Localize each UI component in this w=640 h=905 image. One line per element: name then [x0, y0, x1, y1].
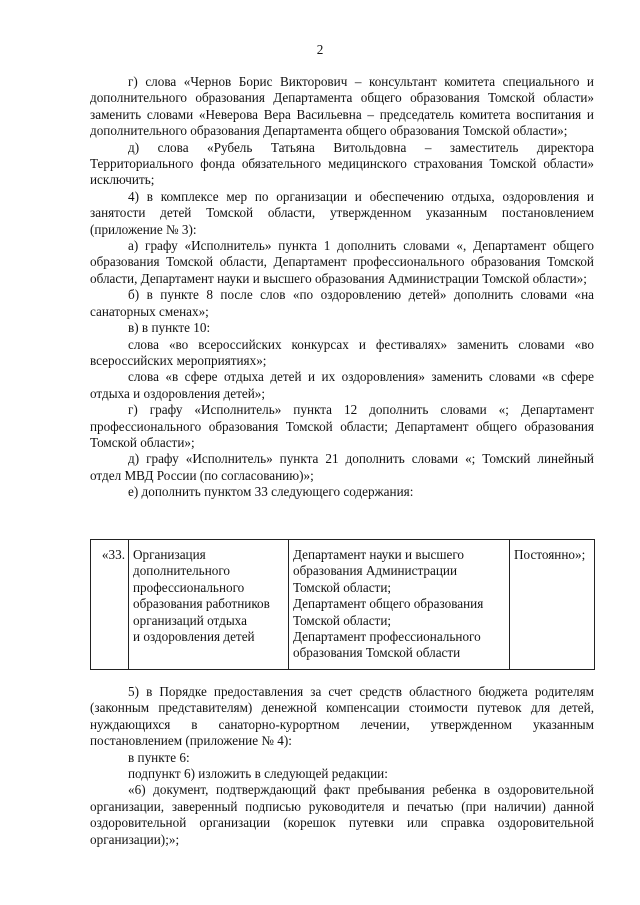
- measure-line: профессионального: [133, 579, 245, 595]
- paragraph: д) графу «Исполнитель» пункта 21 дополнить словами «; Томский линейный отдел МВД России (по согласованию)»;: [90, 451, 594, 483]
- measure-line: Организация: [133, 547, 206, 562]
- measure-line: образования работников: [133, 596, 270, 612]
- paragraph: 5) в Порядке предоставления за счет средств областного бюджета родителям (законным представителям) денежной компенсации стоимости путевок для детей, нуждающихся в санаторно-курортном лечении, утвержденном указанным постановлением (приложение № 4):: [90, 684, 594, 749]
- paragraph: слова «во всероссийских конкурсах и фестивалях» заменить словами «во всероссийских мероприятиях»;: [90, 336, 594, 368]
- paragraph: в пункте 6:: [128, 749, 190, 765]
- paragraph: «6) документ, подтверждающий факт пребывания ребенка в оздоровительной организации, заверенный подписью руководителя и печатью (при наличии) данной оздоровительной организации (корешок путевки или справка оздоровительной организации);»;: [90, 782, 594, 847]
- measure-line: и оздоровления детей: [133, 629, 255, 645]
- paragraph: е) дополнить пунктом 33 следующего содержания:: [128, 484, 414, 500]
- paragraph: б) в пункте 8 после слов «по оздоровлению детей» дополнить словами «на санаторных сменах»;: [90, 287, 594, 319]
- measure-line: дополнительного: [133, 563, 231, 579]
- term-cell: Постоянно»;: [510, 540, 595, 670]
- page-number: 2: [316, 42, 324, 57]
- text-block-bottom: [90, 684, 594, 848]
- paragraph: д) слова «Рубель Татьяна Витольдовна – заместитель директора Территориального фонда обязательного медицинского страхования Томской области» исключить;: [90, 139, 594, 188]
- paragraph: в) в пункте 10:: [128, 320, 211, 336]
- text-block-top: [90, 74, 594, 501]
- executor-line: Департамент профессионального: [293, 629, 481, 645]
- executor-cell: [289, 540, 510, 670]
- executor-line: Томской области;: [293, 612, 392, 628]
- paragraph: г) графу «Исполнитель» пункта 12 дополнить словами «; Департамент профессионального образования Томской области; Департамент общего образования Томской области»;: [90, 402, 594, 450]
- measure-line: организаций отдыха: [133, 612, 247, 628]
- paragraph: 4) в комплексе мер по организации и обеспечению отдыха, оздоровления и занятости детей Томской области, утвержденном указанным постановлением (приложение № 3):: [90, 188, 594, 237]
- executor-line: Департамент науки и высшего: [293, 547, 465, 562]
- executor-line: образования Администрации: [293, 563, 458, 579]
- table-row: [91, 540, 595, 670]
- executor-line: образования Томской области: [293, 645, 461, 661]
- paragraph: а) графу «Исполнитель» пункта 1 дополнить словами «, Департамент общего образования Томской области, Департамент профессионального образования Томской области, Департамент науки и высшего образования Администрации Томской области»;: [90, 238, 594, 286]
- measure-cell: [129, 540, 289, 670]
- measures-table-wrapper: [90, 539, 594, 670]
- executor-line: Томской области;: [293, 579, 392, 595]
- paragraph: слова «в сфере отдыха детей и их оздоровления» заменить словами «в сфере отдыха и оздоровления детей»;: [90, 369, 594, 401]
- paragraph: г) слова «Чернов Борис Викторович – консультант комитета специального и дополнительного образования Департамента общего образования Томской области» заменить словами «Неверова Вера Васильевна – председатель комитета воспитания и дополнительного образования Департамента общего образования Томской области»;: [90, 74, 594, 139]
- measures-table: [90, 539, 595, 670]
- paragraph: подпункт 6) изложить в следующей редакции:: [128, 766, 388, 782]
- executor-line: Департамент общего образования: [293, 596, 484, 612]
- item-number-cell: «33.: [91, 540, 129, 670]
